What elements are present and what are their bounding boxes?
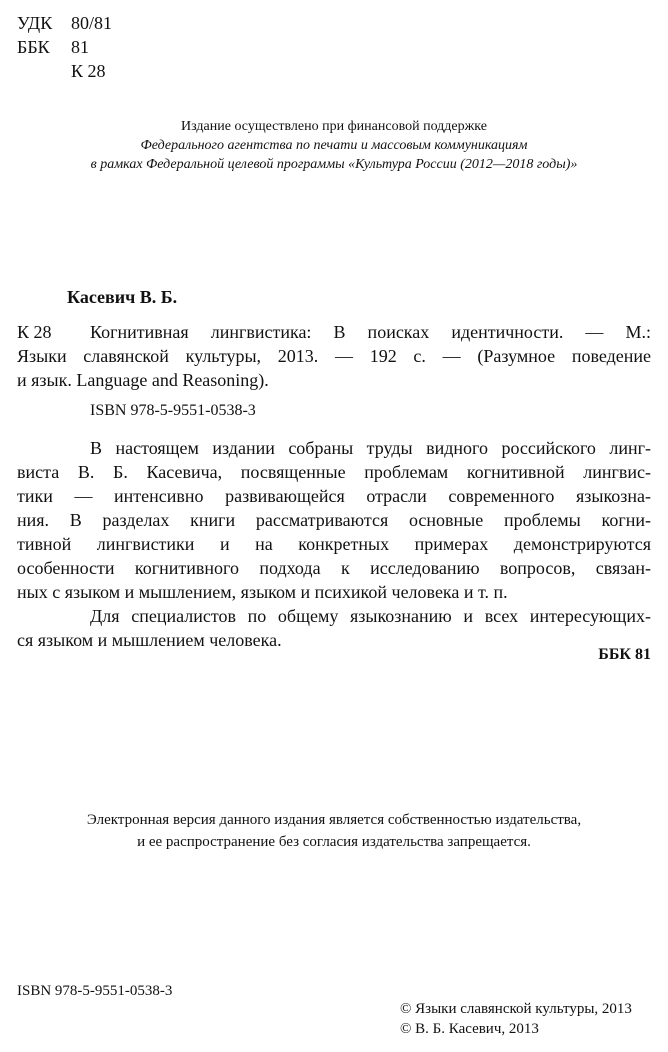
annotation-line: ния. В разделах книги рассматриваются основные проблемы когни- [17,510,651,530]
udk-value: 80/81 [71,13,113,33]
bbk-label: ББК [17,37,50,57]
copyright-author: © В. Б. Касевич, 2013 [400,1021,539,1037]
isbn-main: ISBN 978-5-9551-0538-3 [90,402,256,419]
annotation-line: особенности когнитивного подхода к исследованию вопросов, связан- [17,558,651,578]
udk-label: УДК [17,13,53,33]
author-name: Касевич В. Б. [67,287,178,307]
annotation-line: ных с языком и мышлением, языком и психикой человека и т. п. [17,582,508,602]
bibliographic-line: Когнитивная лингвистика: В поисках идентичности. — М.: [90,322,651,342]
isbn-footer: ISBN 978-5-9551-0538-3 [17,983,173,999]
electronic-notice-line2: и ее распространение без согласия издательства запрещается. [137,834,531,850]
bbk-value: 81 [71,37,89,57]
bibliographic-line: и язык. Language and Reasoning). [17,370,269,390]
electronic-notice-line1: Электронная версия данного издания является собственностью издательства, [86,812,582,828]
annotation-line: тики — интенсивно развивающейся отрасли современного языкозна- [17,486,651,506]
author-mark: К 28 [71,61,106,81]
funding-notice-line2: Федерального агентства по печати и массовым коммуникациям [140,138,528,153]
card-index: К 28 [17,322,52,342]
audience-line: Для специалистов по общему языкознанию и всех интересующих- [90,606,651,626]
funding-notice-line1: Издание осуществлено при финансовой поддержке [181,119,487,134]
copyright-publisher: © Языки славянской культуры, 2013 [400,1001,632,1017]
audience-line: ся языком и мышлением человека. [17,630,282,650]
annotation-line: В настоящем издании собраны труды видного российского линг- [90,438,651,458]
bibliographic-line: Языки славянской культуры, 2013. — 192 с. — (Разумное поведение [17,346,651,366]
annotation-line: тивной лингвистики и на конкретных примерах демонстрируются [17,534,651,554]
bbk-footer: ББК 81 [598,646,651,663]
funding-notice-line3: в рамках Федеральной целевой программы «Культура России (2012—2018 годы)» [90,157,578,172]
annotation-line: виста В. Б. Касевича, посвященные проблемам когнитивной лингвис- [17,462,651,482]
